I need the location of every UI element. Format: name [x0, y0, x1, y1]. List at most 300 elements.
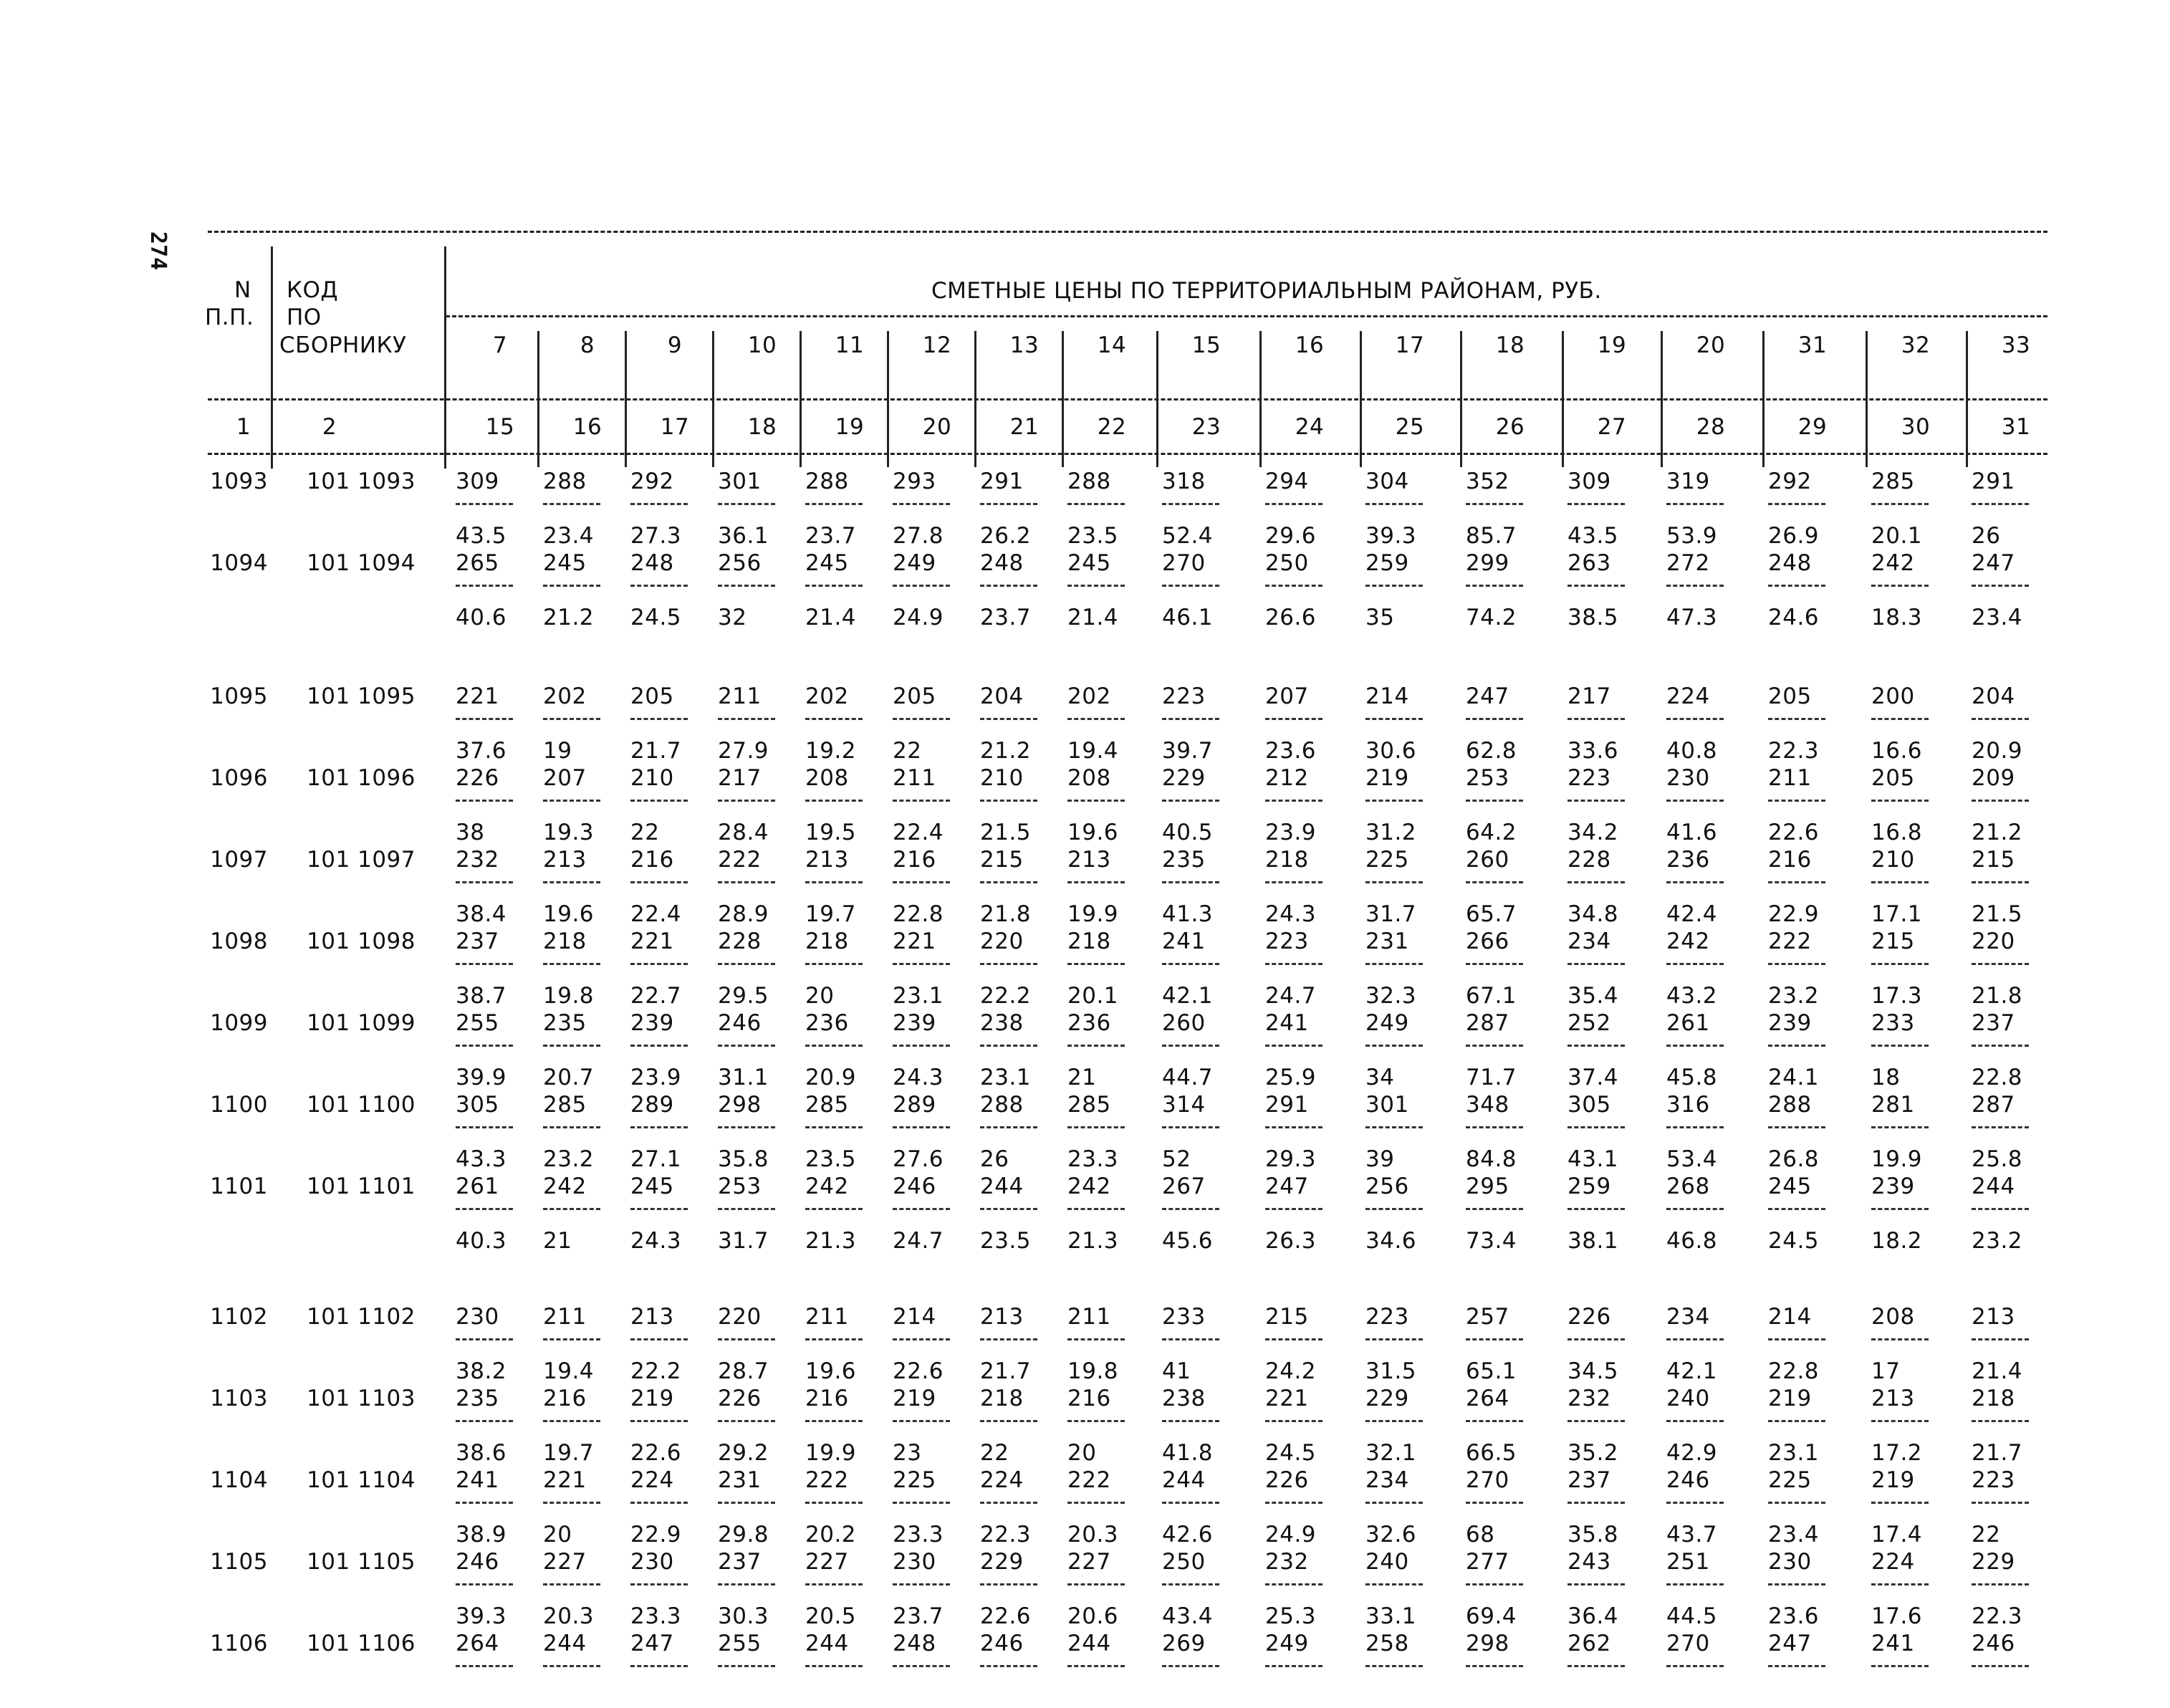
row-code: 101 1106	[307, 1631, 416, 1656]
price-value: 250	[1265, 550, 1309, 576]
price-rule	[1768, 1583, 1825, 1585]
price-rule	[980, 1665, 1037, 1667]
price-sub-value: 23.7	[805, 523, 857, 549]
price-value: 202	[805, 683, 849, 709]
price-rule	[1666, 1126, 1724, 1128]
price-rule	[805, 718, 863, 720]
price-sub-value: 19.9	[805, 1440, 857, 1466]
price-rule	[1162, 1665, 1219, 1667]
price-rule	[718, 1665, 775, 1667]
price-sub-value: 62.8	[1466, 738, 1517, 764]
price-value: 246	[1972, 1631, 2015, 1656]
price-rule	[718, 1420, 775, 1422]
price-value: 285	[1067, 1092, 1111, 1118]
price-value: 200	[1871, 683, 1915, 709]
price-sub-value: 22.8	[1972, 1065, 2023, 1090]
price-rule	[1568, 1126, 1625, 1128]
price-sub-value: 74.2	[1466, 605, 1517, 630]
price-value: 227	[1067, 1549, 1111, 1575]
price-value: 204	[980, 683, 1024, 709]
price-rule	[718, 1126, 775, 1128]
price-rule	[1972, 963, 2029, 965]
price-rule	[1466, 1665, 1523, 1667]
price-value: 207	[543, 765, 587, 791]
price-value: 230	[1666, 765, 1710, 791]
price-sub-value: 38.5	[1568, 605, 1619, 630]
price-rule	[1666, 718, 1724, 720]
price-rule	[1568, 1338, 1625, 1340]
price-rule	[1768, 1420, 1825, 1422]
price-rule	[1972, 1502, 2029, 1504]
price-sub-value: 23.1	[893, 983, 944, 1009]
price-rule	[1466, 1420, 1523, 1422]
price-rule	[456, 1045, 513, 1047]
page-number: 274	[145, 231, 171, 271]
price-sub-value: 20.6	[1067, 1603, 1119, 1629]
price-rule	[1972, 800, 2029, 802]
price-rule	[893, 718, 950, 720]
price-rule	[1162, 1420, 1219, 1422]
price-sub-value: 71.7	[1466, 1065, 1517, 1090]
price-sub-value: 23.5	[1067, 523, 1119, 549]
price-rule	[543, 718, 600, 720]
price-sub-value: 19.9	[1067, 901, 1119, 927]
price-sub-value: 23.6	[1768, 1603, 1820, 1629]
price-sub-value: 22.8	[1768, 1358, 1820, 1384]
price-rule	[630, 503, 688, 505]
price-rule	[1067, 585, 1125, 587]
price-sub-value: 85.7	[1466, 523, 1517, 549]
price-value: 213	[1067, 847, 1111, 873]
price-value: 255	[718, 1631, 762, 1656]
price-rule	[980, 1208, 1037, 1210]
price-sub-value: 39	[1365, 1146, 1395, 1172]
price-sub-value: 34	[1365, 1065, 1395, 1090]
price-rule	[1162, 1583, 1219, 1585]
price-sub-value: 26	[980, 1146, 1009, 1172]
price-value: 250	[1162, 1549, 1206, 1575]
price-sub-value: 24.9	[1265, 1522, 1317, 1548]
price-value: 227	[805, 1549, 849, 1575]
price-rule	[805, 800, 863, 802]
price-sub-value: 22.2	[980, 983, 1032, 1009]
price-sub-value: 28.9	[718, 901, 769, 927]
price-rule	[1972, 881, 2029, 883]
price-rule	[893, 800, 950, 802]
price-rule	[1972, 1583, 2029, 1585]
price-rule	[805, 963, 863, 965]
price-value: 229	[1972, 1549, 2015, 1575]
price-sub-value: 26.9	[1768, 523, 1820, 549]
price-sub-value: 29.8	[718, 1522, 769, 1548]
price-sub-value: 32.6	[1365, 1522, 1417, 1548]
price-sub-value: 19.6	[1067, 820, 1119, 845]
price-rule	[630, 1208, 688, 1210]
price-sub-value: 42.6	[1162, 1522, 1214, 1548]
price-sub-value: 45.8	[1666, 1065, 1718, 1090]
price-sub-value: 26.3	[1265, 1228, 1317, 1254]
price-rule	[1466, 1502, 1523, 1504]
price-rule	[1768, 963, 1825, 965]
price-rule	[456, 503, 513, 505]
price-value: 256	[1365, 1174, 1409, 1199]
price-value: 241	[1265, 1010, 1309, 1036]
row-code: 101 1105	[307, 1549, 416, 1575]
price-sub-value: 42.9	[1666, 1440, 1718, 1466]
price-rule	[718, 585, 775, 587]
price-rule	[1162, 1208, 1219, 1210]
price-rule	[1666, 1583, 1724, 1585]
row-number: 1106	[210, 1631, 268, 1656]
price-rule	[1162, 1502, 1219, 1504]
price-rule	[1871, 1338, 1929, 1340]
price-value: 218	[543, 929, 587, 954]
price-sub-value: 23.3	[630, 1603, 682, 1629]
price-rule	[1871, 1583, 1929, 1585]
price-value: 244	[1162, 1467, 1206, 1493]
price-value: 265	[456, 550, 499, 576]
price-value: 224	[1871, 1549, 1915, 1575]
price-rule	[893, 1665, 950, 1667]
price-value: 225	[1768, 1467, 1812, 1493]
price-sub-value: 68	[1466, 1522, 1495, 1548]
price-sub-value: 35.8	[1568, 1522, 1619, 1548]
price-value: 225	[893, 1467, 936, 1493]
price-value: 226	[718, 1386, 762, 1411]
price-value: 252	[1568, 1010, 1611, 1036]
price-sub-value: 20.7	[543, 1065, 595, 1090]
price-rule	[543, 881, 600, 883]
price-sub-value: 37.4	[1568, 1065, 1619, 1090]
price-value: 232	[1265, 1549, 1309, 1575]
price-rule	[1972, 1338, 2029, 1340]
price-rule	[718, 1045, 775, 1047]
row-number: 1099	[210, 1010, 268, 1036]
price-rule	[1666, 1502, 1724, 1504]
price-rule	[1972, 718, 2029, 720]
price-rule	[1265, 1665, 1322, 1667]
price-rule	[1265, 963, 1322, 965]
price-sub-value: 44.7	[1162, 1065, 1214, 1090]
price-value: 215	[1871, 929, 1915, 954]
price-value: 213	[980, 1304, 1024, 1330]
district-number: 14	[1097, 332, 1127, 358]
price-rule	[456, 1502, 513, 1504]
price-value: 212	[1265, 765, 1309, 791]
price-rule	[1972, 1665, 2029, 1667]
price-value: 221	[1265, 1386, 1309, 1411]
price-value: 257	[1466, 1304, 1509, 1330]
price-value: 245	[630, 1174, 674, 1199]
price-sub-value: 22	[630, 820, 660, 845]
price-rule	[1162, 1338, 1219, 1340]
price-value: 229	[1162, 765, 1206, 791]
header-col-po: ПО	[287, 304, 322, 330]
price-value: 248	[980, 550, 1024, 576]
price-value: 234	[1365, 1467, 1409, 1493]
price-sub-value: 23.4	[543, 523, 595, 549]
price-value: 245	[1768, 1174, 1812, 1199]
price-rule	[1265, 1126, 1322, 1128]
price-rule	[718, 881, 775, 883]
price-rule	[718, 1583, 775, 1585]
price-rule	[805, 881, 863, 883]
price-value: 223	[1162, 683, 1206, 709]
price-rule	[893, 963, 950, 965]
price-sub-value: 17.4	[1871, 1522, 1923, 1548]
price-sub-value: 24.3	[630, 1228, 682, 1254]
price-rule	[630, 1583, 688, 1585]
price-rule	[456, 1665, 513, 1667]
price-sub-value: 22.4	[630, 901, 682, 927]
price-value: 211	[893, 765, 936, 791]
price-value: 298	[718, 1092, 762, 1118]
price-sub-value: 23.9	[630, 1065, 682, 1090]
price-value: 221	[630, 929, 674, 954]
header-title-rule	[446, 315, 2047, 317]
price-rule	[1466, 881, 1523, 883]
price-sub-value: 19.4	[543, 1358, 595, 1384]
price-rule	[543, 1420, 600, 1422]
price-rule	[893, 1338, 950, 1340]
price-sub-value: 30.6	[1365, 738, 1417, 764]
price-rule	[1666, 1338, 1724, 1340]
price-value: 241	[1871, 1631, 1915, 1656]
price-rule	[805, 1208, 863, 1210]
price-value: 205	[1768, 683, 1812, 709]
price-sub-value: 17.1	[1871, 901, 1923, 927]
price-rule	[1972, 1045, 2029, 1047]
price-sub-value: 22.3	[1972, 1603, 2023, 1629]
price-sub-value: 21.8	[980, 901, 1032, 927]
price-value: 235	[456, 1386, 499, 1411]
price-value: 246	[893, 1174, 936, 1199]
district-number: 11	[835, 332, 865, 358]
price-sub-value: 22.6	[980, 1603, 1032, 1629]
price-rule	[630, 718, 688, 720]
price-value: 237	[1568, 1467, 1611, 1493]
price-value: 249	[893, 550, 936, 576]
price-sub-value: 24.7	[893, 1228, 944, 1254]
price-sub-value: 26	[1972, 523, 2001, 549]
price-rule	[543, 1045, 600, 1047]
price-value: 289	[630, 1092, 674, 1118]
price-sub-value: 43.5	[1568, 523, 1619, 549]
price-value: 299	[1466, 550, 1509, 576]
price-sub-value: 23.3	[893, 1522, 944, 1548]
col-index: 25	[1395, 414, 1425, 440]
price-rule	[1768, 1665, 1825, 1667]
price-value: 230	[630, 1549, 674, 1575]
price-rule	[1365, 1338, 1423, 1340]
price-rule	[1365, 1208, 1423, 1210]
price-rule	[1162, 963, 1219, 965]
price-sub-value: 18.3	[1871, 605, 1923, 630]
col-index: 23	[1191, 414, 1221, 440]
price-value: 221	[893, 929, 936, 954]
price-value: 216	[630, 847, 674, 873]
price-value: 314	[1162, 1092, 1206, 1118]
price-value: 205	[630, 683, 674, 709]
price-value: 242	[805, 1174, 849, 1199]
district-number: 31	[1797, 332, 1828, 358]
price-sub-value: 17	[1871, 1358, 1901, 1384]
price-value: 253	[718, 1174, 762, 1199]
price-value: 226	[1568, 1304, 1611, 1330]
price-sub-value: 20.3	[543, 1603, 595, 1629]
price-sub-value: 43.1	[1568, 1146, 1619, 1172]
price-rule	[1265, 585, 1322, 587]
price-rule	[1365, 718, 1423, 720]
price-sub-value: 39.3	[456, 1603, 507, 1629]
price-value: 263	[1568, 550, 1611, 576]
price-sub-value: 19.8	[543, 983, 595, 1009]
price-sub-value: 25.8	[1972, 1146, 2023, 1172]
price-value: 247	[1265, 1174, 1309, 1199]
price-value: 234	[1666, 1304, 1710, 1330]
price-value: 244	[980, 1174, 1024, 1199]
price-sub-value: 23.4	[1768, 1522, 1820, 1548]
price-rule	[893, 881, 950, 883]
price-rule	[1466, 800, 1523, 802]
price-value: 239	[1871, 1174, 1915, 1199]
price-sub-value: 38	[456, 820, 485, 845]
price-rule	[980, 718, 1037, 720]
price-value: 304	[1365, 469, 1409, 494]
price-sub-value: 18	[1871, 1065, 1901, 1090]
price-rule	[456, 881, 513, 883]
price-value: 309	[1568, 469, 1611, 494]
price-rule	[1768, 1208, 1825, 1210]
row-number: 1094	[210, 550, 268, 576]
price-sub-value: 22.8	[893, 901, 944, 927]
price-value: 230	[1768, 1549, 1812, 1575]
price-value: 223	[1972, 1467, 2015, 1493]
price-value: 248	[630, 550, 674, 576]
price-value: 272	[1666, 550, 1710, 576]
price-sub-value: 39.3	[1365, 523, 1417, 549]
price-sub-value: 22	[980, 1440, 1009, 1466]
price-sub-value: 40.3	[456, 1228, 507, 1254]
price-rule	[718, 1208, 775, 1210]
col-index: 30	[1901, 414, 1931, 440]
price-rule	[1568, 881, 1625, 883]
price-rule	[456, 1583, 513, 1585]
price-value: 227	[543, 1549, 587, 1575]
price-value: 305	[456, 1092, 499, 1118]
price-value: 241	[456, 1467, 499, 1493]
price-sub-value: 26.8	[1768, 1146, 1820, 1172]
price-rule	[980, 503, 1037, 505]
price-value: 352	[1466, 469, 1509, 494]
header-bottom-rule	[208, 453, 2047, 455]
price-value: 218	[1067, 929, 1111, 954]
price-rule	[1067, 963, 1125, 965]
price-rule	[718, 1338, 775, 1340]
price-value: 205	[893, 683, 936, 709]
price-value: 295	[1466, 1174, 1509, 1199]
price-rule	[1365, 585, 1423, 587]
price-value: 287	[1466, 1010, 1509, 1036]
price-value: 240	[1666, 1386, 1710, 1411]
price-rule	[543, 1126, 600, 1128]
price-value: 287	[1972, 1092, 2015, 1118]
price-value: 214	[893, 1304, 936, 1330]
price-value: 242	[1067, 1174, 1111, 1199]
price-rule	[1067, 1045, 1125, 1047]
price-sub-value: 16.6	[1871, 738, 1923, 764]
row-number: 1097	[210, 847, 268, 873]
price-rule	[1265, 800, 1322, 802]
price-sub-value: 22	[893, 738, 922, 764]
price-rule	[543, 800, 600, 802]
price-sub-value: 38.2	[456, 1358, 507, 1384]
price-sub-value: 52.4	[1162, 523, 1214, 549]
price-rule	[1666, 503, 1724, 505]
price-rule	[718, 503, 775, 505]
price-sub-value: 36.1	[718, 523, 769, 549]
col-index: 24	[1295, 414, 1325, 440]
price-value: 246	[718, 1010, 762, 1036]
price-sub-value: 41.6	[1666, 820, 1718, 845]
price-sub-value: 31.5	[1365, 1358, 1417, 1384]
price-sub-value: 21.4	[1067, 605, 1119, 630]
price-rule	[543, 1208, 600, 1210]
price-value: 242	[543, 1174, 587, 1199]
col-index: 31	[2001, 414, 2031, 440]
col-index: 16	[572, 414, 602, 440]
price-rule	[1568, 1045, 1625, 1047]
price-sub-value: 23.2	[543, 1146, 595, 1172]
price-value: 211	[805, 1304, 849, 1330]
price-value: 213	[630, 1304, 674, 1330]
price-sub-value: 46.8	[1666, 1228, 1718, 1254]
price-value: 216	[805, 1386, 849, 1411]
price-sub-value: 24.3	[893, 1065, 944, 1090]
price-sub-value: 35	[1365, 605, 1395, 630]
price-value: 224	[1666, 683, 1710, 709]
price-sub-value: 19.6	[805, 1358, 857, 1384]
price-rule	[1365, 1126, 1423, 1128]
price-sub-value: 19.6	[543, 901, 595, 927]
price-value: 213	[543, 847, 587, 873]
price-sub-value: 34.8	[1568, 901, 1619, 927]
price-sub-value: 20	[543, 1522, 572, 1548]
price-sub-value: 21	[543, 1228, 572, 1254]
price-sub-value: 24.3	[1265, 901, 1317, 927]
price-sub-value: 35.2	[1568, 1440, 1619, 1466]
price-rule	[1768, 1126, 1825, 1128]
price-value: 268	[1666, 1174, 1710, 1199]
price-sub-value: 19	[543, 738, 572, 764]
price-value: 288	[1768, 1092, 1812, 1118]
price-value: 215	[1972, 847, 2015, 873]
price-sub-value: 53.4	[1666, 1146, 1718, 1172]
price-sub-value: 21.7	[630, 738, 682, 764]
price-value: 247	[1768, 1631, 1812, 1656]
price-sub-value: 45.6	[1162, 1228, 1214, 1254]
price-sub-value: 34.5	[1568, 1358, 1619, 1384]
price-sub-value: 21	[1067, 1065, 1097, 1090]
price-sub-value: 22.2	[630, 1358, 682, 1384]
price-rule	[980, 585, 1037, 587]
price-value: 319	[1666, 469, 1710, 494]
price-sub-value: 27.3	[630, 523, 682, 549]
row-number: 1095	[210, 683, 268, 709]
price-rule	[456, 585, 513, 587]
price-rule	[1265, 503, 1322, 505]
price-sub-value: 20.1	[1067, 983, 1119, 1009]
